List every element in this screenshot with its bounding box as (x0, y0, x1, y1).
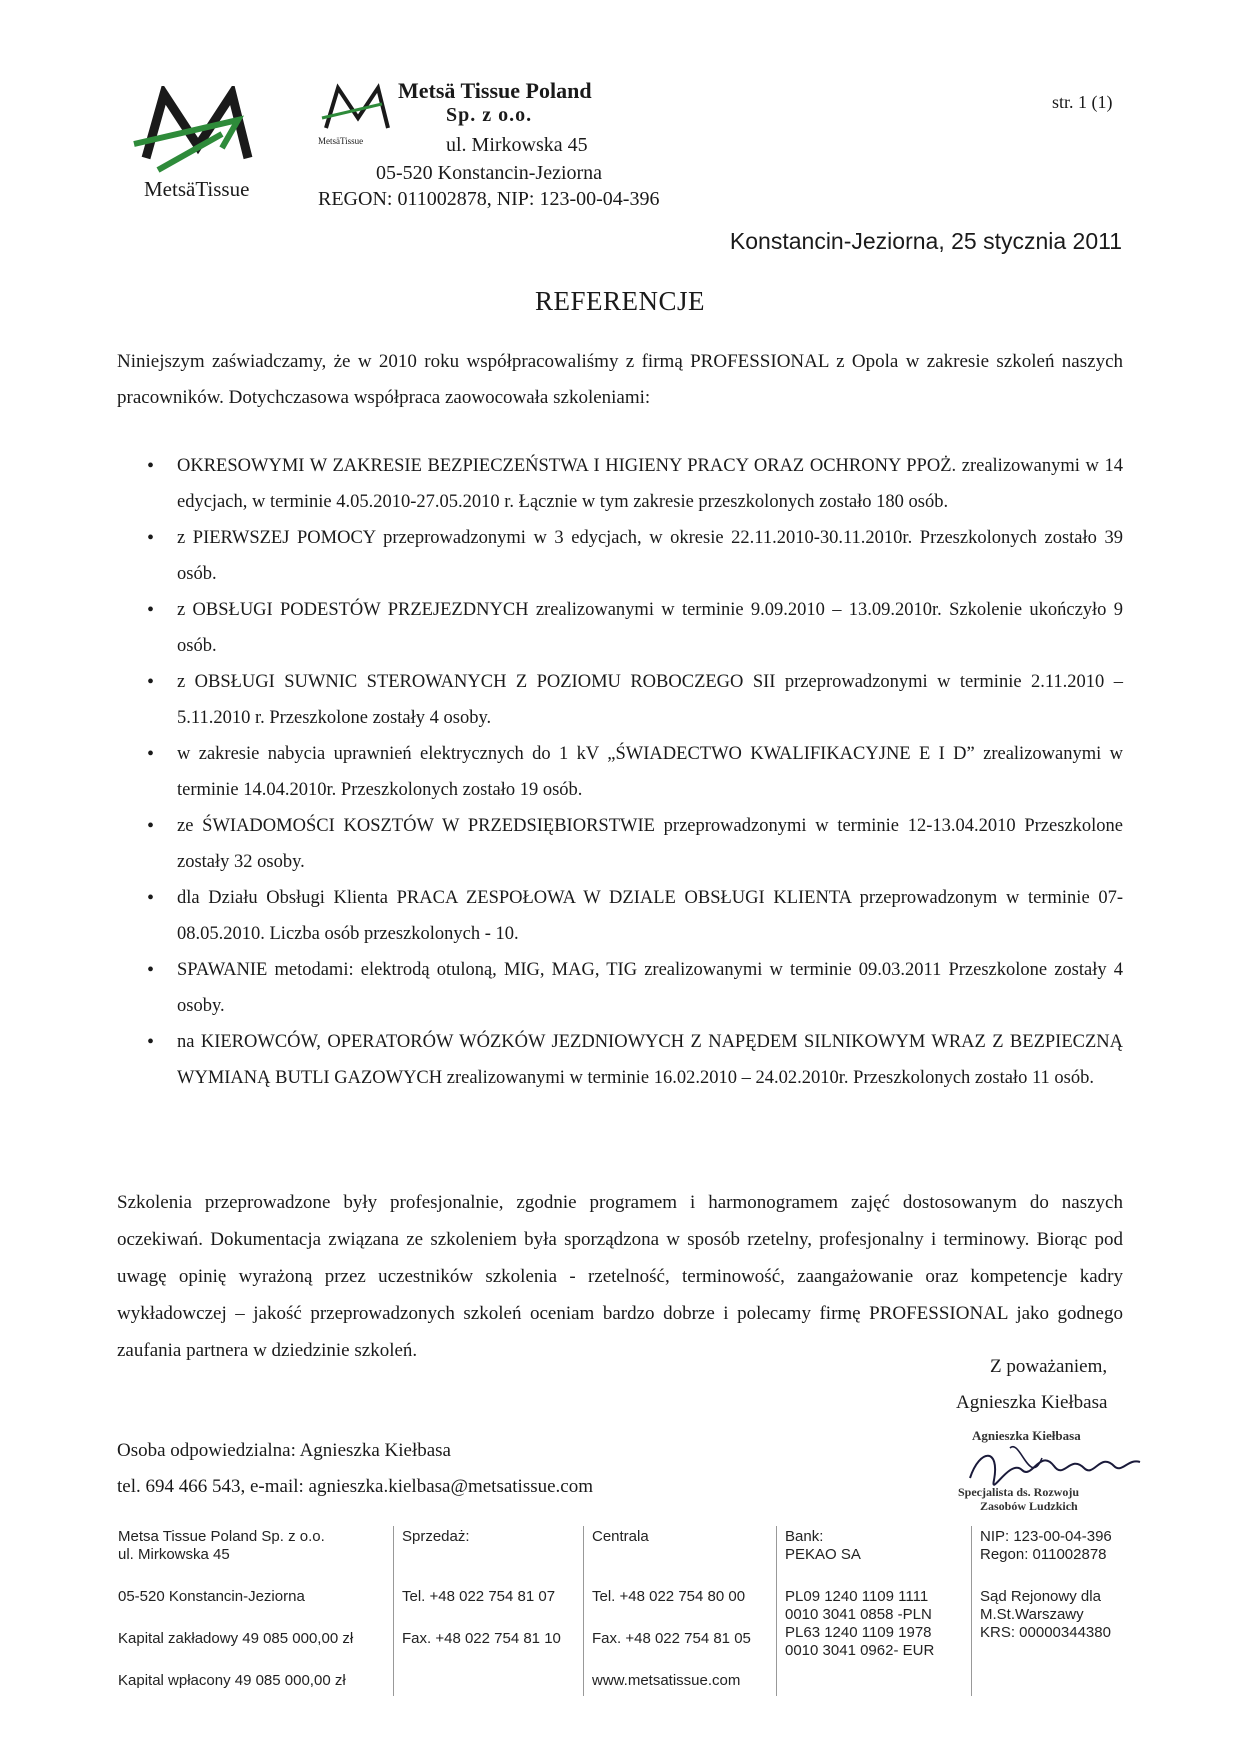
page-number: str. 1 (1) (1052, 92, 1113, 112)
footer-paid-capital: Kapital wpłacony 49 085 000,00 zł (118, 1672, 346, 1689)
list-item: • dla Działu Obsługi Klienta PRACA ZESPOŁOWA W DZIALE OBSŁUGI KLIENTA przeprowadzonym w terminie 07-08.05.2010. Liczba osób przeszkolonych - 10. (117, 880, 1123, 952)
signer-name: Agnieszka Kiełbasa (956, 1392, 1108, 1413)
list-item: • w zakresie nabycia uprawnień elektrycznych do 1 kV „ŚWIADECTWO KWALIFIKACYJNE E I D” zrealizowanymi w terminie 14.04.2010r. Przeszkolonych zostało 19 osób. (117, 736, 1123, 808)
intro-paragraph: Niniejszym zaświadczamy, że w 2010 roku współpracowaliśmy z firmą PROFESSIONAL z Opola w zakresie szkoleń naszych pracowników. Dotychczasowa współpraca zaowocowała szkoleniami: (117, 351, 1123, 408)
footer-account-pln-1: PL09 1240 1109 1111 (785, 1588, 929, 1605)
footer-krs: KRS: 00000344380 (980, 1624, 1111, 1641)
footer-share-capital: Kapital zakładowy 49 085 000,00 zł (118, 1630, 354, 1647)
footer-account-eur-2: 0010 3041 0962- EUR (785, 1642, 935, 1659)
list-item: • z OBSŁUGI PODESTÓW PRZEJEZDNYCH zrealizowanymi w terminie 9.09.2010 – 13.09.2010r. Szkolenie ukończyło 9 osób. (117, 592, 1123, 664)
footer-company-street: ul. Mirkowska 45 (118, 1546, 230, 1563)
company-city: 05-520 Konstancin-Jeziorna (376, 162, 603, 184)
responsible-person: Osoba odpowiedzialna: Agnieszka Kiełbasa (117, 1440, 451, 1461)
footer-bank-label: Bank: (785, 1528, 824, 1545)
footer-registry-column (971, 1526, 1150, 1696)
list-item: • z PIERWSZEJ POMOCY przeprowadzonymi w 3 edycjach, w okresie 22.11.2010-30.11.2010r. Przeszkolonych zostało 39 osób. (117, 520, 1123, 592)
list-item: • ze ŚWIADOMOŚCI KOSZTÓW W PRZEDSIĘBIORSTWIE przeprowadzonymi w terminie 12-13.04.2010 Przeszkolone zostały 32 osoby. (117, 808, 1123, 880)
footer-regon: Regon: 011002878 (980, 1546, 1107, 1563)
footer-company-name: Metsa Tissue Poland Sp. z o.o. (118, 1528, 325, 1545)
company-street: ul. Mirkowska 45 (446, 134, 588, 156)
training-list (117, 448, 1123, 1096)
footer-company-city: 05-520 Konstancin-Jeziorna (118, 1588, 305, 1605)
company-footer (110, 1526, 1150, 1696)
company-legal-form: Sp. z o.o. (446, 104, 533, 126)
footer-sales-phone: Tel. +48 022 754 81 07 (402, 1588, 556, 1605)
footer-headquarters-fax: Fax. +48 022 754 81 05 (592, 1630, 751, 1647)
company-regon-nip: REGON: 011002878, NIP: 123-00-04-396 (318, 188, 660, 210)
svg-text:MetsäTissue: MetsäTissue (318, 136, 364, 146)
list-item: • z OBSŁUGI SUWNIC STEROWANYCH Z POZIOMU ROBOCZEGO SII przeprowadzonymi w terminie 2.11.2010 – 5.11.2010 r. Przeszkolone zostały 4 osoby. (117, 664, 1123, 736)
list-item: • na KIEROWCÓW, OPERATORÓW WÓZKÓW JEZDNIOWYCH Z NAPĘDEM SILNIKOWYM WRAZ Z BEZPIECZNĄ WYMIANĄ BUTLI GAZOWYCH zrealizowanymi w terminie 16.02.2010 – 24.02.2010r. Przeszkolonych zostało 11 osób. (117, 1024, 1123, 1096)
place-and-date: Konstancin-Jeziorna, 25 stycznia 2011 (729, 228, 1122, 254)
footer-sales-fax: Fax. +48 022 754 81 10 (402, 1630, 561, 1647)
metsa-tissue-logo (128, 86, 288, 206)
svg-text:Specjalista ds. Rozwoju: Specjalista ds. Rozwoju (958, 1485, 1080, 1499)
svg-text:Agnieszka Kiełbasa: Agnieszka Kiełbasa (972, 1428, 1081, 1443)
signature-stamp (950, 1418, 1150, 1518)
footer-headquarters-phone: Tel. +48 022 754 80 00 (592, 1588, 746, 1605)
list-item: • OKRESOWYMI W ZAKRESIE BEZPIECZEŃSTWA I HIGIENY PRACY ORAZ OCHRONY PPOŻ. zrealizowanymi w 14 edycjach, w terminie 4.05.2010-27.05.2010 r. Łącznie w tym zakresie przeszkolonych zostało 180 osób. (117, 448, 1123, 520)
document-title: REFERENCJE (534, 286, 706, 316)
regards: Z poważaniem, (990, 1356, 1108, 1377)
footer-court: Sąd Rejonowy dla (980, 1588, 1101, 1605)
footer-sales-label: Sprzedaż: (402, 1528, 470, 1545)
footer-account-pln-2: 0010 3041 0858 -PLN (785, 1606, 932, 1623)
contact-info: tel. 694 466 543, e-mail: agnieszka.kielbasa@metsatissue.com (117, 1476, 594, 1497)
svg-text:Zasobów Ludzkich: Zasobów Ludzkich (980, 1499, 1078, 1513)
footer-headquarters-column (583, 1526, 774, 1696)
footer-court-city: M.St.Warszawy (980, 1606, 1084, 1623)
footer-website: www.metsatissue.com (592, 1672, 741, 1689)
footer-headquarters-label: Centrala (592, 1528, 649, 1545)
footer-sales-column (393, 1526, 581, 1696)
closing-paragraph: Szkolenia przeprowadzone były profesjonalnie, zgodnie programem i harmonogramem zajęć dostosowanym do naszych oczekiwań. Dokumentacja związana ze szkoleniem była sporządzona w sposób rzetelny, profesjonalny i terminowy. Biorąc pod uwagę opinię wyrażoną przez uczestników szkolenia - rzetelność, terminowość, zaangażowanie oraz kompetencje kadry wykładowczej – jakość przeprowadzonych szkoleń oceniam bardzo dobrze i polecamy firmę PROFESSIONAL jako godnego zaufania partnera w dziedzinie szkoleń. (117, 1192, 1123, 1361)
metsa-tissue-small-logo (318, 82, 408, 152)
svg-text:MetsäTissue: MetsäTissue (144, 177, 250, 201)
footer-company-column (110, 1526, 390, 1696)
footer-bank-column (776, 1526, 969, 1696)
footer-nip: NIP: 123-00-04-396 (980, 1528, 1112, 1545)
footer-account-eur-1: PL63 1240 1109 1978 (785, 1624, 932, 1641)
company-name: Metsä Tissue Poland (398, 78, 592, 103)
handwritten-signature (970, 1456, 1140, 1485)
list-item: • SPAWANIE metodami: elektrodą otuloną, MIG, MAG, TIG zrealizowanymi w terminie 09.03.2011 Przeszkolone zostały 4 osoby. (117, 952, 1123, 1024)
footer-bank-name: PEKAO SA (785, 1546, 861, 1563)
